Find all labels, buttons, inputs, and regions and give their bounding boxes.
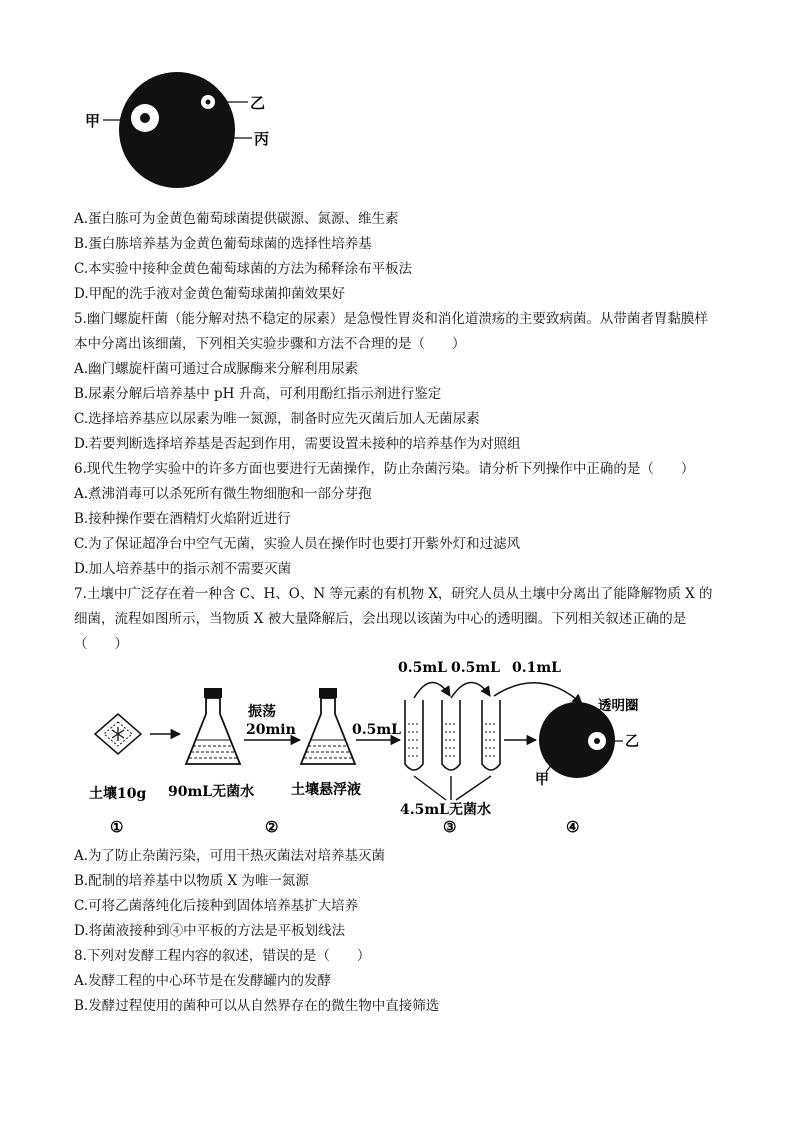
flask-water: [186, 688, 240, 764]
test-tube-2: [442, 700, 460, 770]
shake-label: 振荡: [248, 704, 276, 720]
step-label-2: ②: [265, 818, 279, 836]
transfer-label-2: 0.5mL: [398, 660, 448, 676]
q6-stem: 6.现代生物学实验中的许多方面也要进行无菌操作，防止杂菌污染。请分析下列操作中正确的是（ ）: [74, 461, 695, 477]
q4-option-d: D.甲配的洗手液对金黄色葡萄球菌抑菌效果好: [74, 286, 346, 302]
arc-tube1-to-tube2: [414, 682, 450, 698]
label-yi: 乙: [250, 94, 266, 112]
petri-dish: [119, 72, 235, 188]
shake-time-label: 20min: [246, 722, 296, 738]
step-label-3: ③: [443, 818, 457, 836]
soil-sample-icon: [95, 714, 141, 754]
water-label: 90mL无菌水: [168, 784, 255, 800]
step-label-1: ①: [110, 818, 124, 836]
q5-option-d: D.若要判断选择培养基是否起到作用，需要设置未接种的培养基作为对照组: [74, 436, 521, 452]
q8-stem: 8.下列对发酵工程内容的叙述，错误的是（ ）: [74, 948, 371, 964]
q7-option-d: D.将菌液接种到④中平板的方法是平板划线法: [74, 923, 346, 939]
q5-option-a: A.幽门螺旋杆菌可通过合成脲酶来分解利用尿素: [74, 361, 359, 377]
colony-yi-step4: [594, 738, 600, 744]
q5-option-b: B.尿素分解后培养基中 pH 升高，可利用酚红指示剂进行鉴定: [74, 386, 442, 402]
q7-stem-line1: 7.土壤中广泛存在着一种含 C、H、O、N 等元素的有机物 X，研究人员从土壤中分离出了能降解物质 X 的: [74, 586, 713, 602]
q7-option-a: A.为了防止杂菌污染，可用干热灭菌法对培养基灭菌: [74, 848, 386, 864]
clear-zone-label: 透明圈: [598, 698, 639, 714]
colony-yi-label: 乙: [625, 734, 639, 750]
q5-option-c: C.选择培养基应以尿素为唯一氮源，制备时应先灭菌后加人无菌尿素: [74, 411, 480, 427]
q7-stem-line2: 细菌，流程如图所示，当物质 X 被大量降解后，会出现以该菌为中心的透明圈。下列相关叙述正确的是: [74, 611, 687, 627]
suspension-label: 土壤悬浮液: [291, 782, 361, 798]
colony-yi-core: [206, 100, 211, 105]
arc-tube2-to-tube3: [451, 682, 490, 698]
q6-option-b: B.接种操作要在酒精灯火焰附近进行: [74, 511, 291, 527]
step-label-4: ④: [566, 818, 580, 836]
q6-option-c: C.为了保证超净台中空气无菌，实验人员在操作时也要打开紫外灯和过滤风: [74, 536, 521, 552]
tube-water-bracket: [414, 776, 491, 800]
arc-tube3-to-plate: [494, 683, 582, 704]
label-bing: 丙: [254, 130, 270, 148]
soil-label: 土壤10g: [89, 786, 147, 802]
q6-option-a: A.煮沸消毒可以杀死所有微生物细胞和一部分芽孢: [74, 486, 372, 502]
tube-water-label: 4.5mL无菌水: [400, 802, 492, 818]
petri-dish-figure: [0, 0, 794, 200]
colony-jia-core: [140, 113, 150, 123]
flask-suspension: [301, 688, 355, 764]
test-tube-3: [482, 700, 500, 770]
q5-stem-line2: 本中分离出该细菌，下列相关实验步骤和方法不合理的是（ ）: [74, 336, 466, 352]
isolation-flow-figure: [0, 652, 794, 842]
q7-stem-line3: （ ）: [74, 636, 128, 652]
q6-option-d: D.加人培养基中的指示剂不需要灭菌: [74, 561, 292, 577]
label-jia: 甲: [85, 112, 101, 130]
transfer-label-1: 0.5mL: [352, 722, 402, 738]
q4-option-a: A.蛋白胨可为金黄色葡萄球菌提供碳源、氮源、维生素: [74, 211, 399, 227]
q8-option-b: B.发酵过程使用的菌种可以从自然界存在的微生物中直接筛选: [74, 998, 440, 1014]
q7-option-c: C.可将乙菌落纯化后接种到固体培养基扩大培养: [74, 898, 359, 914]
q4-option-c: C.本实验中接种金黄色葡萄球菌的方法为稀释涂布平板法: [74, 261, 413, 277]
colony-jia-label: 甲: [535, 772, 549, 788]
test-tube-1: [405, 700, 423, 770]
q8-option-a: A.发酵工程的中心环节是在发酵罐内的发酵: [74, 973, 332, 989]
transfer-label-3: 0.5mL: [451, 660, 501, 676]
q4-option-b: B.蛋白胨培养基为金黄色葡萄球菌的选择性培养基: [74, 236, 372, 252]
q5-stem-line1: 5.幽门螺旋杆菌（能分解对热不稳定的尿素）是急慢性胃炎和消化道溃疡的主要致病菌。从带菌者胃黏膜样: [74, 311, 708, 327]
transfer-label-4: 0.1mL: [512, 660, 562, 676]
q7-option-b: B.配制的培养基中以物质 X 为唯一氮源: [74, 873, 309, 889]
